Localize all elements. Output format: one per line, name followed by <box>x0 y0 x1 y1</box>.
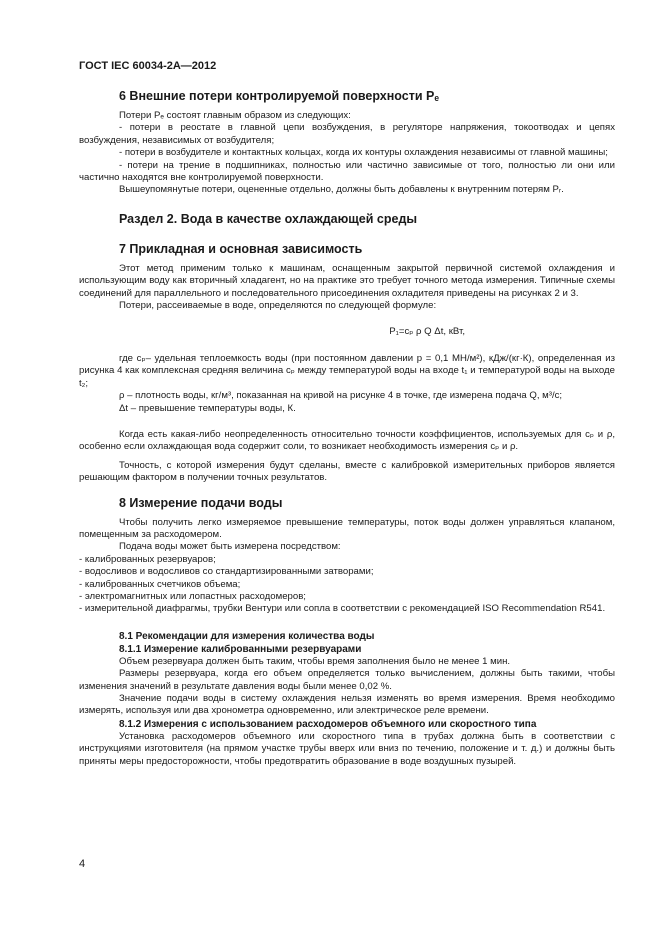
subsection-8-1-1-title: 8.1.1 Измерение калиброванными резервуарами <box>119 643 362 655</box>
s811-paragraph-1: Объем резервуара должен быть таким, чтобы время заполнения было не менее 1 мин. <box>119 655 511 667</box>
formula-where-rho: ρ – плотность воды, кг/м³, показанная на кривой на рисунке 4 в точке, где измерена подача Q, м³/с; <box>119 390 563 402</box>
loss-formula: P₁=cₚ ρ Q Δt, кВт, <box>389 326 465 338</box>
section-8-title: 8 Измерение подачи воды <box>119 495 283 510</box>
document-header: ГОСТ IEC 60034-2А—2012 <box>79 60 217 72</box>
page-number: 4 <box>79 858 86 870</box>
section-7-title: 7 Прикладная и основная зависимость <box>119 241 363 256</box>
subsection-8-1-title: 8.1 Рекомендации для измерения количества воды <box>119 630 375 642</box>
subsection-8-1-2-title: 8.1.2 Измерения с использованием расходомеров объемного или скоростного типа <box>119 718 537 730</box>
s7-paragraph-2: Потери, рассеиваемые в воде, определяются по следующей формуле: <box>119 300 437 312</box>
s7-paragraph-3: Когда есть какая-либо неопределенность относительно точности коэффициентов, используемых для cₚ и ρ, особенно если охлаждающая вода содержит соли, то возникает необходимость измерения cₚ и ρ. <box>79 428 615 453</box>
s811-paragraph-2: Размеры резервуара, когда его объем определяется только вычислением, должны быть такими, чтобы изменения значений в результате давления воды были менее 0,02 %. <box>79 668 615 692</box>
formula-where-cp: где cₚ– удельная теплоемкость воды (при постоянном давлении p = 0,1 МН/м²), кДж/(кг·К), определенная из рисунка 4 как комплексная средняя величина cₚ между температурой воды на входе t₁ и температурой воды на выходе t₂; <box>79 352 615 389</box>
s6-line-4: - потери на трение в подшипниках, полностью или частично зависимые от того, полностью ли они или частично находятся вне контролируемой поверхности. <box>79 159 615 184</box>
s8-list-item-2: - водосливов и водосливов со стандартизированными затворами; <box>79 566 374 578</box>
part-2-title: Раздел 2. Вода в качестве охлаждающей среды <box>119 211 418 226</box>
s8-list-item-4: - электромагнитных или лопастных расходомеров; <box>79 590 306 602</box>
s812-paragraph-1: Установка расходомеров объемного или скоростного типа в трубах должна быть в соответствии с инструкциями изготовителя (на прямом участке трубы вверх или вниз по течению, положение и т. д.) и должны быть приняты меры предосторожности, чтобы предотвратить образование в воде воздушных пузырей. <box>79 730 615 767</box>
s8-paragraph-1: Чтобы получить легко измеряемое превышение температуры, поток воды должен управляться клапаном, помещенным за расходомером. <box>79 516 615 540</box>
s8-list-item-3: - калиброванных счетчиков объема; <box>79 578 241 590</box>
s7-paragraph-1: Этот метод применим только к машинам, оснащенным закрытой первичной системой охлаждения и использующим воду как вторичный хладагент, но на практике это требует точного метода измерения. Типичные схемы соединений для параллельного и последовательного присоединения охладителя приведены на рисунках 2 и 3. <box>79 262 615 299</box>
s6-line-3: - потери в возбудителе и контактных кольцах, когда их контуры охлаждения независимы от главной машины; <box>119 147 608 159</box>
s8-paragraph-2: Подача воды может быть измерена посредством: <box>119 541 341 553</box>
s6-line-2: - потери в реостате в главной цепи возбуждения, в регуляторе напряжения, токоотводах и цепях возбуждения, независимых от возбудителя; <box>79 122 615 146</box>
formula-where-dt: Δt – превышение температуры воды, К. <box>119 402 296 414</box>
s6-line-5: Вышеупомянутые потери, оцененные отдельно, должны быть добавлены к внутренним потерям Pᵣ. <box>119 184 564 196</box>
s7-paragraph-4: Точность, с которой измерения будут сделаны, вместе с калибровкой измерительных приборов является решающим фактором в получении точных результатов. <box>79 459 615 484</box>
document-page <box>79 60 615 768</box>
s6-line-1: Потери Pₑ состоят главным образом из следующих: <box>119 110 351 121</box>
s811-paragraph-3: Значение подачи воды в систему охлаждения нельзя изменять во время измерения. Время необходимо измерять, используя или два хронометра одновременно, или электрическое реле времени. <box>79 693 615 717</box>
s8-list-item-1: - калиброванных резервуаров; <box>79 553 216 565</box>
section-6-title: 6 Внешние потери контролируемой поверхности Pₑ <box>119 89 440 103</box>
s8-list-item-5: - измерительной диафрагмы, трубки Вентури или сопла в соответствии с рекомендацией ISO Recommendation R541. <box>79 603 606 615</box>
